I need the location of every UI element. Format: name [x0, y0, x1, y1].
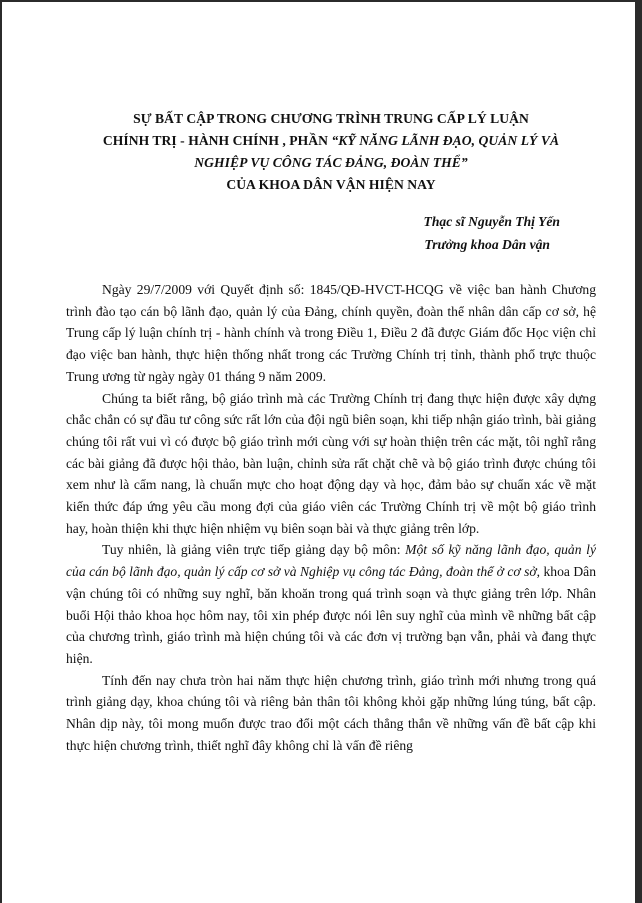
title-line-3: NGHIỆP VỤ CÔNG TÁC ĐẢNG, ĐOÀN THỂ” — [194, 155, 468, 170]
title-line-2-plain: CHÍNH TRỊ - HÀNH CHÍNH , PHẦN — [102, 133, 332, 148]
paragraph-3-course-name: Một số kỹ năng lãnh đạo, quản lý của cán bộ lãnh đạo, quản lý cấp cơ sở và Nghiệp vụ công tác Đảng, đoàn thể ở cơ sở — [66, 542, 596, 580]
paragraph-3 — [66, 539, 596, 669]
paragraph-2: Chúng ta biết rằng, bộ giáo trình mà các Trường Chính trị đang thực hiện được xây dựng chắc chắn có sự đầu tư công sức rất lớn của đội ngũ biên soạn, khi tiếp nhận giáo trình, bài giảng chúng tôi rất vui vì có được bộ giáo trình mới cùng với sự hoàn thiện trên các mặt, tôi nghĩ rằng các bài giảng đã được hội thảo, bàn luận, chỉnh sửa rất chặt chẽ và bộ giáo trình được chúng tôi xem như là cẩm nang, là chuẩn mực cho hoạt động dạy và học, đảm bảo sự chuẩn xác về mặt kiến thức đáp ứng yêu cầu mong đợi của giáo viên các Trường Chính trị về một bộ giáo trình hay, hoàn thiện khi thực hiện nhiệm vụ biên soạn bài và thực giảng trên lớp. — [66, 390, 596, 536]
author-role: Trưởng khoa Dân vận — [424, 237, 550, 252]
window-border-top — [0, 0, 642, 2]
title-line-2 — [66, 130, 596, 152]
document-body — [66, 279, 596, 756]
paragraph-1: Ngày 29/7/2009 với Quyết định số: 1845/QĐ-HVCT-HCQG về việc ban hành Chương trình đào tạo cán bộ lãnh đạo, quản lý của Đảng, chính quyền, đoàn thể nhân dân cấp cơ sở, hệ Trung cấp lý luận chính trị - hành chính và trong Điều 1, Điều 2 đã được Giám đốc Học viện chỉ đạo việc ban hành, thực hiện thống nhất trong các Trường Chính trị tỉnh, thành phố trực thuộc Trung ương từ ngày ngày 01 tháng 9 năm 2009. — [66, 282, 596, 384]
paragraph-3-start: Tuy nhiên, là giảng viên trực tiếp giảng dạy bộ môn: — [102, 542, 406, 558]
window-border-right — [635, 0, 642, 903]
title-line-1: SỰ BẤT CẬP TRONG CHƯƠNG TRÌNH TRUNG CẤP LÝ LUẬN — [133, 111, 529, 126]
title-line-2-italic: “KỸ NĂNG LÃNH ĐẠO, QUẢN LÝ VÀ — [331, 133, 560, 148]
title-line-4: CỦA KHOA DÂN VẬN HIỆN NAY — [226, 177, 436, 192]
paragraph-4: Tính đến nay chưa tròn hai năm thực hiện chương trình, giáo trình mới nhưng trong quá trình giảng dạy, khoa chúng tôi và riêng bản thân tôi không khỏi gặp những lúng túng, bất cập. Nhân dịp này, tôi mong muốn được trao đổi một cách thẳng thắn về những vấn đề bất cập khi thực hiện chương trình, thiết nghĩ đây không chỉ là vấn đề riêng — [66, 672, 596, 753]
paragraph-3-end: , khoa Dân vận chúng tôi có những suy nghĩ, băn khoăn trong quá trình soạn và thực giảng trên lớp. Nhân buổi Hội thảo khoa học hôm nay, tôi xin phép được nói lên suy nghĩ của mình về những bất cập của chương trình, giáo trình mà hiện chúng tôi và các đơn vị trường bạn vẫn, phải và đang thực hiện. — [66, 564, 596, 666]
window-border-left — [0, 0, 2, 903]
author-name: Thạc sĩ Nguyễn Thị Yến — [423, 214, 560, 229]
author-block — [66, 210, 596, 256]
document-page — [66, 108, 596, 756]
document-title — [66, 108, 596, 196]
